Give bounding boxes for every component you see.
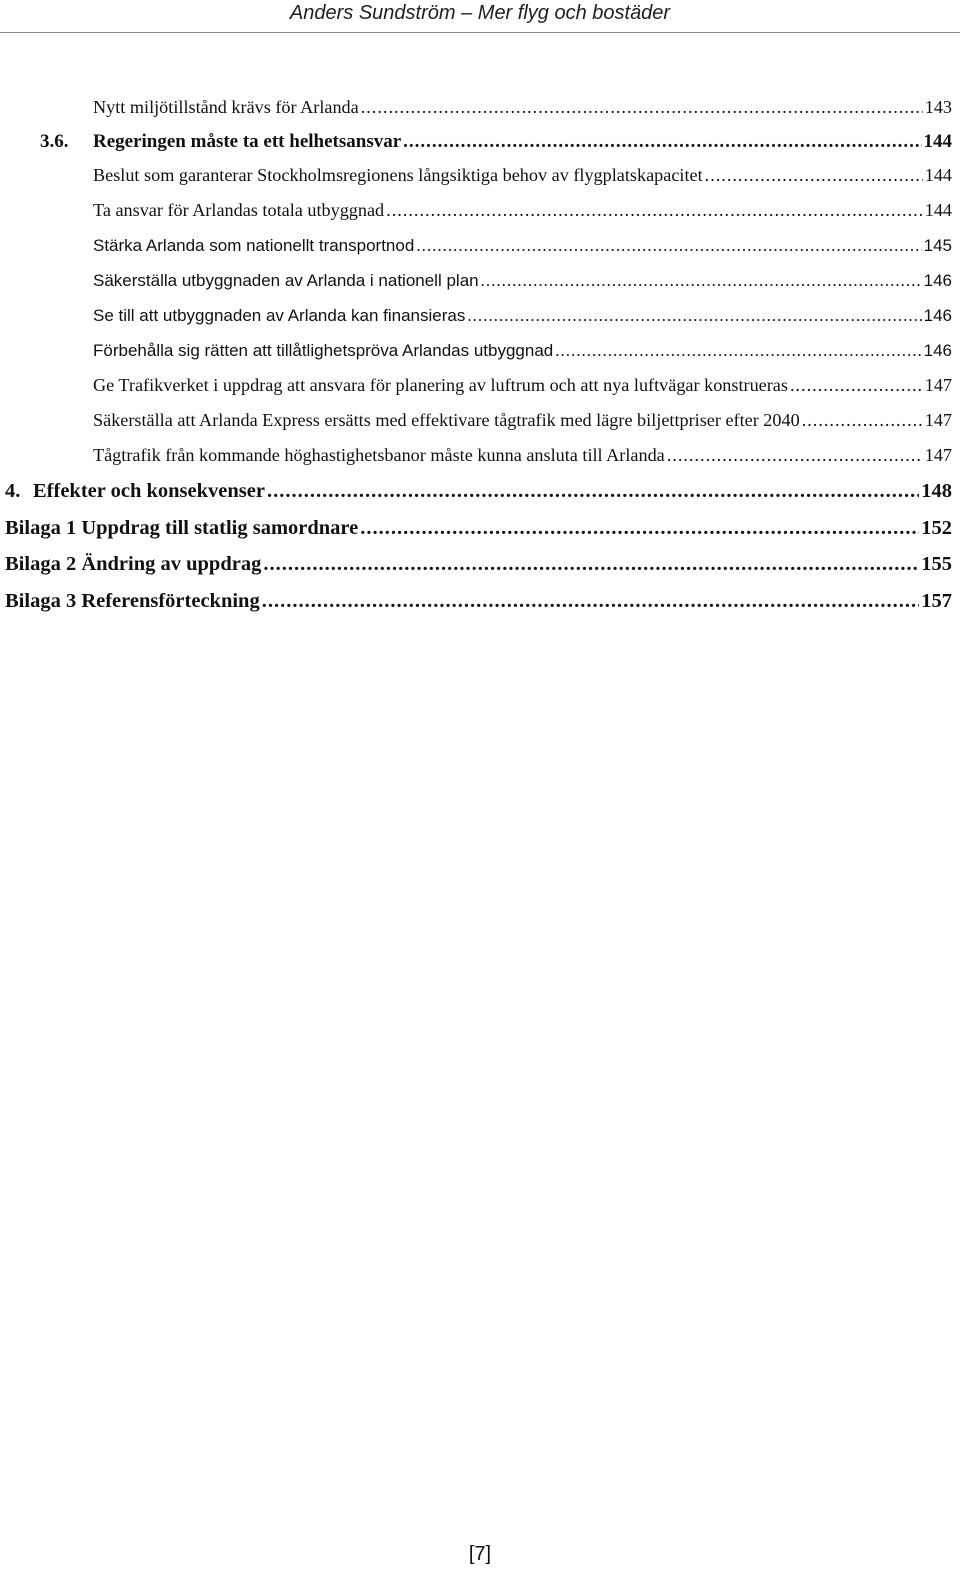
toc-entry[interactable]	[0, 228, 952, 263]
toc-page-number: 146	[923, 341, 952, 360]
toc-entry-title: Stärka Arlanda som nationellt transportnod	[93, 236, 415, 255]
toc-page-number: 144	[924, 200, 952, 220]
toc-entry[interactable]	[0, 263, 952, 298]
dot-leader	[790, 368, 923, 403]
dot-leader	[467, 298, 921, 333]
toc-entry-title: Nytt miljötillstånd krävs för Arlanda	[93, 97, 359, 117]
toc-entry[interactable]	[0, 90, 952, 125]
toc-entry-title: Se till att utbyggnaden av Arlanda kan finansieras	[93, 306, 466, 325]
dot-leader	[386, 193, 923, 228]
toc-entry[interactable]	[0, 368, 952, 403]
toc-entry-title: Bilaga 3 Referensförteckning	[5, 589, 260, 612]
page-number: [7]	[468, 1543, 492, 1565]
toc-page-number: 145	[923, 236, 952, 255]
running-header	[0, 0, 960, 36]
toc-page-number: 147	[924, 445, 952, 465]
dot-leader	[667, 438, 923, 473]
dot-leader	[802, 403, 923, 438]
toc-entry-title: Förbehålla sig rätten att tillåtlighetspröva Arlandas utbyggnad	[93, 341, 554, 360]
toc-page-number: 157	[921, 589, 952, 612]
dot-leader	[555, 333, 921, 368]
toc-page-number: 152	[921, 516, 952, 539]
page-footer	[0, 1541, 960, 1567]
toc-page-number: 155	[921, 553, 952, 575]
toc-appendix-entry[interactable]	[0, 583, 952, 620]
toc-entry-title: Beslut som garanterar Stockholmsregionens långsiktiga behov av flygplatskapacitet	[93, 165, 703, 185]
dot-leader	[416, 228, 921, 263]
toc-chapter-number: 4.	[5, 480, 21, 502]
toc-page-number: 144	[923, 131, 952, 152]
toc-page-number: 147	[924, 375, 952, 395]
toc-chapter-entry[interactable]	[0, 473, 952, 510]
toc-entry[interactable]	[0, 193, 952, 228]
toc-entry[interactable]	[0, 438, 952, 473]
dot-leader	[360, 510, 919, 547]
toc-entry-title: Effekter och konsekvenser	[33, 480, 265, 502]
dot-leader	[361, 90, 923, 125]
toc-section-entry[interactable]	[0, 125, 952, 158]
toc-entry-title: Ta ansvar för Arlandas totala utbyggnad	[93, 200, 385, 220]
table-of-contents	[0, 90, 960, 619]
header-title: Anders Sundström – Mer flyg och bostäder	[289, 2, 671, 24]
toc-page-number: 148	[921, 480, 952, 502]
dot-leader	[481, 263, 922, 298]
toc-entry-title: Ge Trafikverket i uppdrag att ansvara för planering av luftrum och att nya luftvägar konstrueras	[93, 375, 788, 395]
toc-entry[interactable]	[0, 298, 952, 333]
dot-leader	[263, 546, 919, 583]
dot-leader	[267, 473, 919, 510]
toc-page-number: 143	[924, 97, 952, 117]
dot-leader	[403, 125, 921, 158]
dot-leader	[705, 158, 923, 193]
toc-appendix-entry[interactable]	[0, 510, 952, 547]
toc-entry-title: Tågtrafik från kommande höghastighetsbanor måste kunna ansluta till Arlanda	[93, 445, 665, 465]
toc-appendix-entry[interactable]	[0, 546, 952, 583]
toc-entry-title: Regeringen måste ta ett helhetsansvar	[93, 131, 402, 152]
header-rule	[0, 32, 960, 33]
dot-leader	[262, 583, 920, 620]
toc-entry-title: Bilaga 1 Uppdrag till statlig samordnare	[5, 516, 359, 539]
toc-page-number: 146	[923, 306, 952, 325]
toc-entry[interactable]	[0, 403, 952, 438]
toc-section-number: 3.6.	[40, 131, 69, 152]
toc-page-number: 146	[923, 271, 952, 290]
toc-entry[interactable]	[0, 158, 952, 193]
toc-entry-title: Säkerställa utbyggnaden av Arlanda i nationell plan	[93, 271, 479, 290]
toc-page-number: 147	[924, 410, 952, 430]
toc-entry[interactable]	[0, 333, 952, 368]
toc-entry-title: Säkerställa att Arlanda Express ersätts med effektivare tågtrafik med lägre biljettpriser efter 2040	[93, 410, 800, 430]
toc-page-number: 144	[924, 165, 952, 185]
toc-entry-title: Bilaga 2 Ändring av uppdrag	[5, 553, 262, 575]
